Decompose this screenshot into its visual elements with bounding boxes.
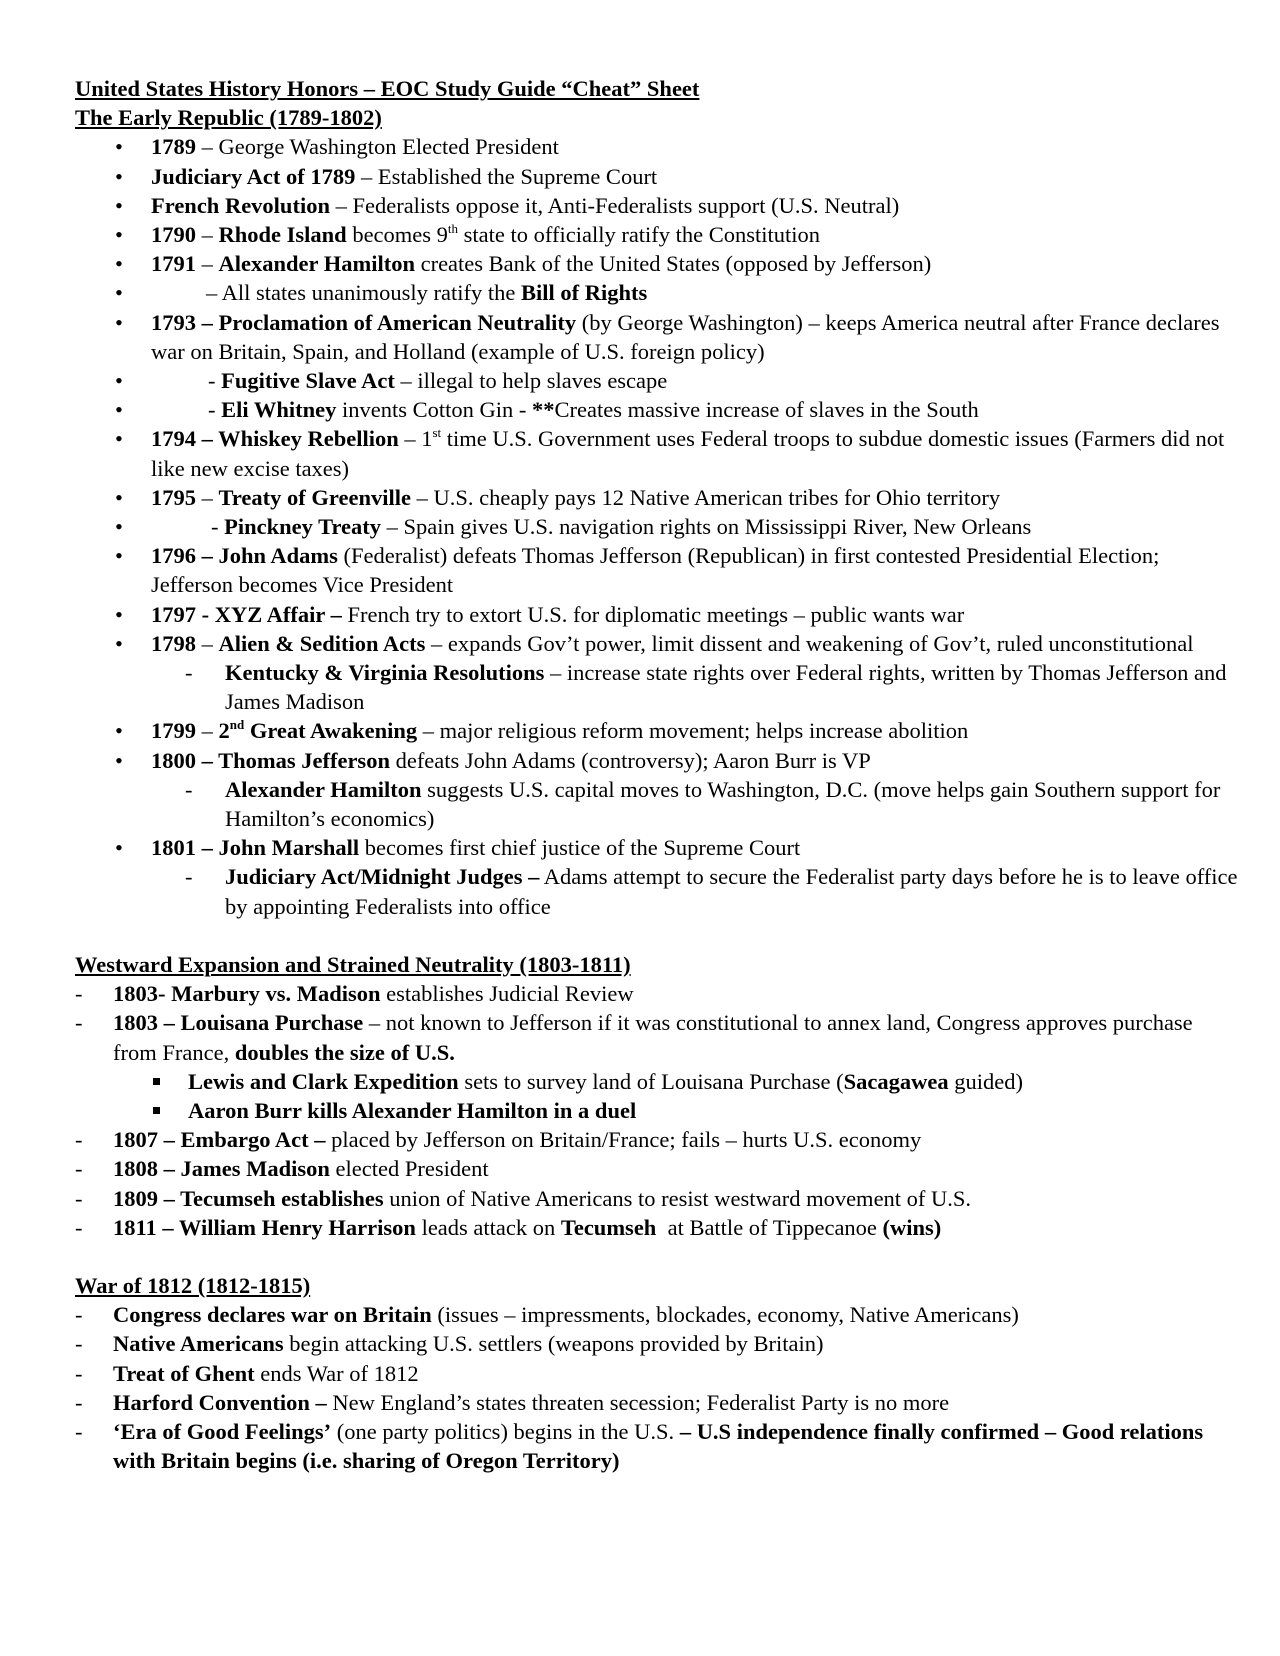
list-item: • French Revolution – Federalists oppose it, Anti-Federalists support (U.S. Neutral)	[75, 191, 1240, 220]
list-item: - 1811 – William Henry Harrison leads attack on Tecumseh at Battle of Tippecanoe (wins)	[75, 1213, 1240, 1242]
list-item: - Judiciary Act/Midnight Judges – Adams attempt to secure the Federalist party days before he is to leave office by appointing Federalists into office	[75, 862, 1240, 920]
list-item: • 1801 – John Marshall becomes first chief justice of the Supreme Court	[75, 833, 1240, 862]
list-item: - Kentucky & Virginia Resolutions – increase state rights over Federal rights, written by Thomas Jefferson and James Madison	[75, 658, 1240, 716]
section-heading-war-of-1812: War of 1812 (1812-1815)	[75, 1272, 311, 1298]
westward-expansion-list	[75, 979, 1240, 1242]
early-republic-list	[75, 132, 1240, 920]
list-item: - 1807 – Embargo Act – placed by Jefferson on Britain/France; fails – hurts U.S. economy	[75, 1125, 1240, 1154]
list-item: - Alexander Hamilton suggests U.S. capital moves to Washington, D.C. (move helps gain Southern support for Hamilton’s economics)	[75, 775, 1240, 833]
document-title: United States History Honors – EOC Study Guide “Cheat” Sheet	[75, 76, 700, 101]
war-of-1812-list	[75, 1300, 1240, 1475]
list-item: • - Eli Whitney invents Cotton Gin - **Creates massive increase of slaves in the South	[75, 395, 1240, 424]
section-spacer	[75, 1242, 1240, 1271]
list-item: • 1791 – Alexander Hamilton creates Bank of the United States (opposed by Jefferson)	[75, 249, 1240, 278]
list-item: - 1809 – Tecumseh establishes union of Native Americans to resist westward movement of U.S.	[75, 1184, 1240, 1213]
list-item: - Congress declares war on Britain (issues – impressments, blockades, economy, Native Americans)	[75, 1300, 1240, 1329]
list-item: • 1793 – Proclamation of American Neutrality (by George Washington) – keeps America neutral after France declares war on Britain, Spain, and Holland (example of U.S. foreign policy)	[75, 308, 1240, 366]
list-item: • – All states unanimously ratify the Bill of Rights	[75, 278, 1240, 307]
list-item: - Native Americans begin attacking U.S. settlers (weapons provided by Britain)	[75, 1329, 1240, 1358]
list-item: • 1796 – John Adams (Federalist) defeats Thomas Jefferson (Republican) in first contested Presidential Election; Jefferson becomes Vice President	[75, 541, 1240, 599]
section-heading-early-republic: The Early Republic (1789-1802)	[75, 105, 382, 131]
list-item: • 1794 – Whiskey Rebellion – 1st time U.S. Government uses Federal troops to subdue domestic issues (Farmers did not like new excise taxes)	[75, 424, 1240, 482]
list-item: • Judiciary Act of 1789 – Established the Supreme Court	[75, 162, 1240, 191]
section-spacer	[75, 921, 1240, 950]
list-item: • 1800 – Thomas Jefferson defeats John Adams (controversy); Aaron Burr is VP	[75, 746, 1240, 775]
section-heading-westward-expansion: Westward Expansion and Strained Neutrality (1803-1811)	[75, 951, 631, 977]
list-item: • 1797 - XYZ Affair – French try to extort U.S. for diplomatic meetings – public wants war	[75, 600, 1240, 629]
list-item: - ‘Era of Good Feelings’ (one party politics) begins in the U.S. – U.S independence finally confirmed – Good relations with Britain begins (i.e. sharing of Oregon Territory)	[75, 1417, 1240, 1475]
list-item: - 1808 – James Madison elected President	[75, 1154, 1240, 1183]
list-item: - Harford Convention – New England’s states threaten secession; Federalist Party is no more	[75, 1388, 1240, 1417]
list-item: - 1803- Marbury vs. Madison establishes Judicial Review	[75, 979, 1240, 1008]
list-item: • 1789 – George Washington Elected President	[75, 132, 1240, 161]
list-item: • 1795 – Treaty of Greenville – U.S. cheaply pays 12 Native American tribes for Ohio territory	[75, 483, 1240, 512]
list-item: Aaron Burr kills Alexander Hamilton in a duel	[75, 1096, 1240, 1125]
list-item: Lewis and Clark Expedition sets to survey land of Louisana Purchase (Sacagawea guided)	[75, 1067, 1240, 1096]
list-item: • - Pinckney Treaty – Spain gives U.S. navigation rights on Mississippi River, New Orleans	[75, 512, 1240, 541]
list-item: • - Fugitive Slave Act – illegal to help slaves escape	[75, 366, 1240, 395]
list-item: • 1798 – Alien & Sedition Acts – expands Gov’t power, limit dissent and weakening of Gov’t, ruled unconstitutional	[75, 629, 1240, 658]
list-item: - Treat of Ghent ends War of 1812	[75, 1359, 1240, 1388]
list-item: • 1799 – 2nd Great Awakening – major religious reform movement; helps increase abolition	[75, 716, 1240, 745]
list-item: - 1803 – Louisana Purchase – not known to Jefferson if it was constitutional to annex land, Congress approves purchase from France, doubles the size of U.S.	[75, 1008, 1240, 1066]
list-item: • 1790 – Rhode Island becomes 9th state to officially ratify the Constitution	[75, 220, 1240, 249]
